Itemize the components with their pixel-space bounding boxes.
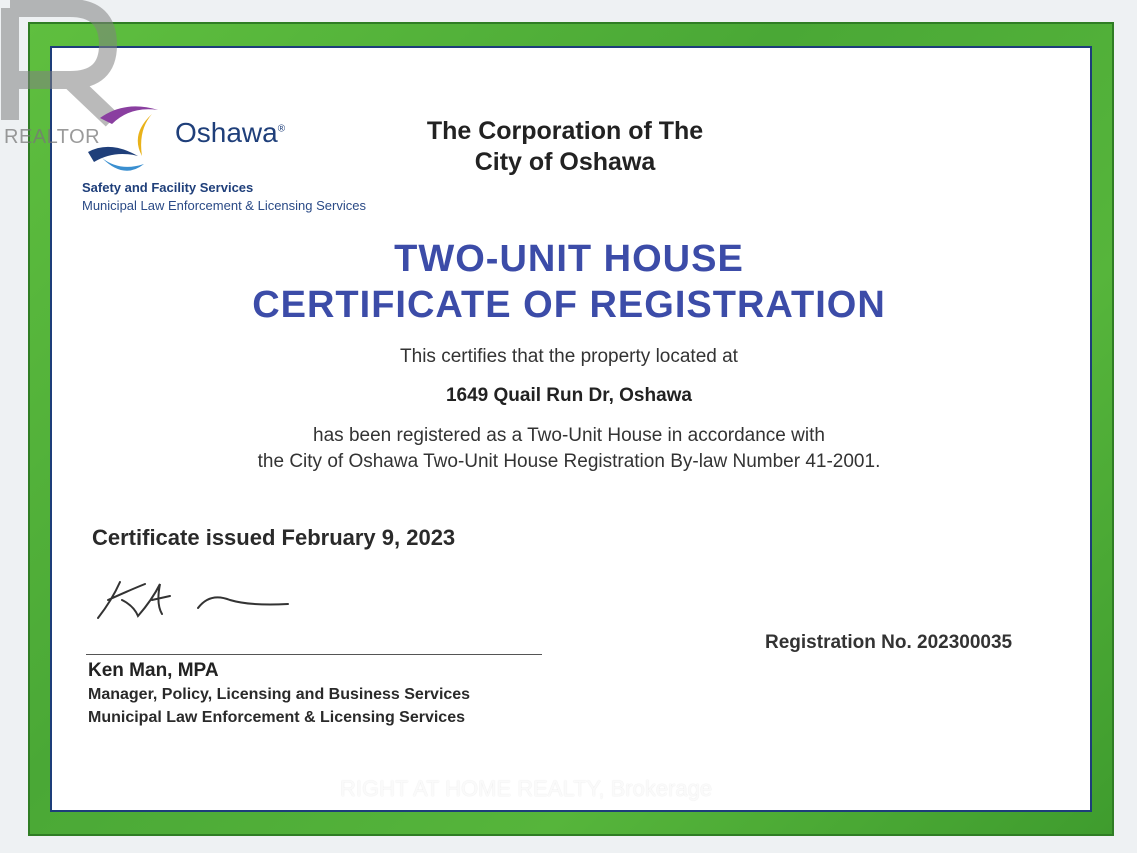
oshawa-name: Oshawa bbox=[175, 117, 278, 148]
title-line-2: CERTIFICATE OF REGISTRATION bbox=[252, 284, 886, 326]
issued-date: Certificate issued February 9, 2023 bbox=[92, 525, 456, 550]
brokerage-watermark: RIGHT AT HOME REALTY, Brokerage bbox=[340, 776, 713, 801]
oshawa-logo-icon bbox=[80, 100, 180, 180]
certifies-text: This certifies that the property located at bbox=[400, 346, 738, 367]
signature-icon bbox=[90, 570, 300, 630]
corporation-line-2: City of Oshawa bbox=[474, 148, 656, 176]
realtor-watermark: REALTOR bbox=[4, 126, 101, 148]
registration-number: Registration No. 202300035 bbox=[765, 632, 1013, 653]
signer-title-2: Municipal Law Enforcement & Licensing Services bbox=[88, 709, 465, 726]
signer-name: Ken Man, MPA bbox=[88, 660, 219, 681]
registered-text-line-1: has been registered as a Two-Unit House in accordance with bbox=[313, 425, 825, 446]
title-line-1: TWO-UNIT HOUSE bbox=[394, 238, 744, 280]
corporation-heading bbox=[330, 116, 800, 178]
department-name: Safety and Facility Services bbox=[82, 180, 254, 195]
signature-line bbox=[86, 654, 542, 655]
certificate-title bbox=[60, 236, 1078, 328]
registered-mark: ® bbox=[277, 123, 286, 135]
property-address: 1649 Quail Run Dr, Oshawa bbox=[445, 385, 693, 406]
oshawa-wordmark bbox=[175, 117, 285, 149]
corporation-line-1: The Corporation of The bbox=[426, 117, 704, 145]
signer-title-1: Manager, Policy, Licensing and Business Services bbox=[88, 686, 471, 703]
department-subname: Municipal Law Enforcement & Licensing Services bbox=[82, 198, 366, 213]
registered-text-line-2: the City of Oshawa Two-Unit House Registration By-law Number 41-2001. bbox=[257, 451, 881, 472]
